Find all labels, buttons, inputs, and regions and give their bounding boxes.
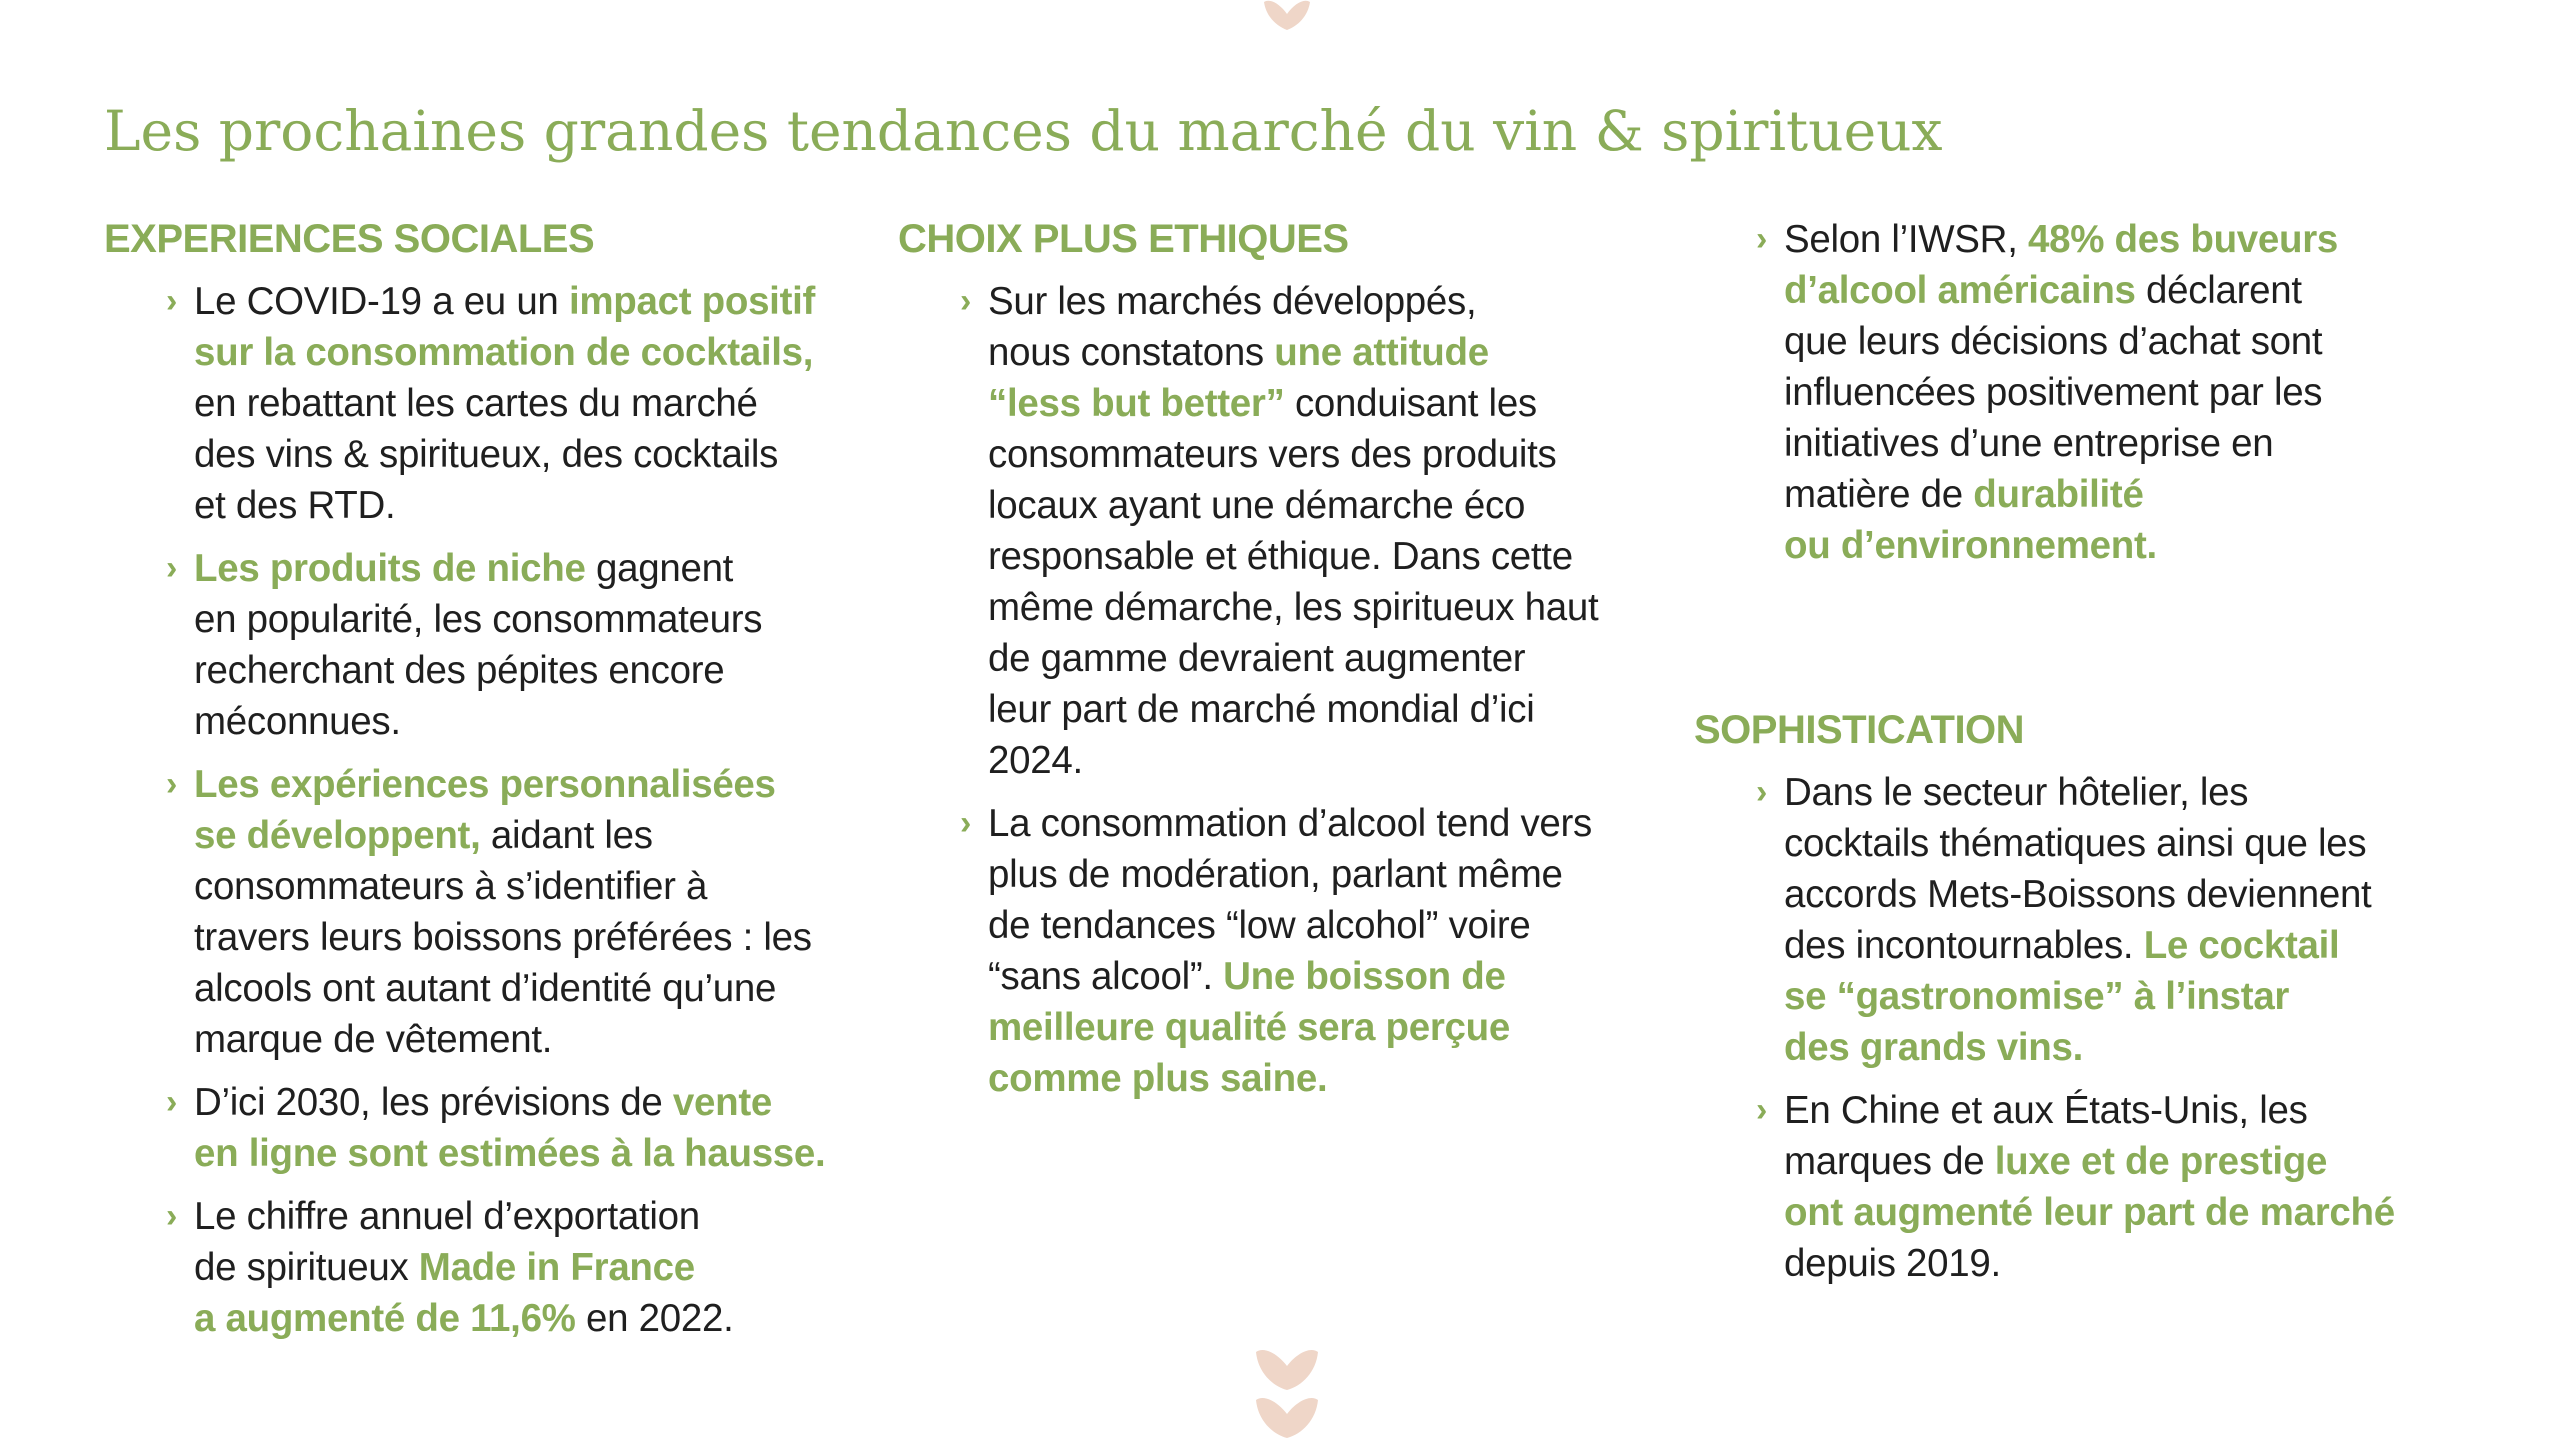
bullet-text: même démarche, les spiritueux haut: [988, 586, 1599, 629]
bullet-text: en popularité, les consommateurs: [194, 598, 763, 641]
bullet-text: En Chine et aux États-Unis, les: [1784, 1089, 2308, 1132]
section-heading-sophistication: SOPHISTICATION: [1694, 708, 2025, 752]
bullet-list: [104, 276, 904, 1344]
bullet-text: marques de: [1784, 1140, 1995, 1183]
bullet-text: cocktails thématiques ainsi que les: [1784, 822, 2367, 865]
bullet-highlight: se “gastronomise” à l’instar: [1784, 975, 2290, 1018]
bullet-text: en 2022.: [575, 1297, 734, 1340]
bullet-highlight: luxe et de prestige: [1994, 1140, 2328, 1183]
bullet-highlight: se développent,: [194, 814, 481, 857]
bullet-text: des vins & spiritueux, des cocktails: [194, 433, 779, 476]
bullet-text: de spiritueux: [194, 1246, 419, 1289]
bullet-item-covid: [104, 276, 904, 531]
bullet-item-iwsr: [1694, 214, 2514, 571]
bullet-text: consommateurs à s’identifier à: [194, 865, 708, 908]
bullet-chevron-icon: ›: [1756, 1091, 1768, 1129]
bullet-item-luxe-prestige: [1694, 1085, 2514, 1289]
bullet-highlight: ont augmenté leur part de marché: [1784, 1191, 2395, 1234]
bullet-text: Le chiffre annuel d’exportation: [194, 1195, 700, 1238]
bullet-text: 2024.: [988, 739, 1083, 782]
top-leaf-ornament-icon: [1262, 0, 1312, 32]
bullet-list: [1694, 214, 2514, 571]
bullet-highlight: une attitude: [1274, 331, 1489, 374]
bullet-text: initiatives d’une entreprise en: [1784, 422, 2274, 465]
bullet-chevron-icon: ›: [166, 282, 178, 320]
bullet-text: accords Mets-Boissons deviennent: [1784, 873, 2372, 916]
bullet-text: alcools ont autant d’identité qu’une: [194, 967, 777, 1010]
bullet-list: [1694, 767, 2514, 1289]
bullet-text: en rebattant les cartes du marché: [194, 382, 758, 425]
bullet-chevron-icon: ›: [1756, 220, 1768, 258]
bullet-highlight: durabilité: [1973, 473, 2144, 516]
bullet-text: aidant les: [480, 814, 653, 857]
bullet-highlight: en ligne sont estimées à la hausse.: [194, 1132, 826, 1175]
bullet-text: marque de vêtement.: [194, 1018, 553, 1061]
bullet-text: La consommation d’alcool tend vers: [988, 802, 1592, 845]
bullet-highlight: d’alcool américains: [1784, 269, 2136, 312]
bullet-text: méconnues.: [194, 700, 401, 743]
bullet-item-moderation: [898, 798, 1698, 1104]
bullet-list: [898, 276, 1698, 1104]
column-choix-plus-ethiques: [898, 214, 1698, 1116]
bullet-highlight: vente: [672, 1081, 772, 1124]
bottom-leaf-ornament-icon: [1254, 1348, 1320, 1440]
bullet-highlight: Une boisson de: [1223, 955, 1506, 998]
bullet-highlight: impact positif: [568, 280, 816, 323]
bullet-text: de gamme devraient augmenter: [988, 637, 1526, 680]
bullet-text: “sans alcool”.: [988, 955, 1224, 998]
bullet-text: travers leurs boissons préférées : les: [194, 916, 812, 959]
bullet-text: consommateurs vers des produits: [988, 433, 1557, 476]
section-heading-experiences-sociales: EXPERIENCES SOCIALES: [104, 217, 595, 261]
bullet-highlight: sur la consommation de cocktails,: [194, 331, 814, 374]
bullet-item-less-but-better: [898, 276, 1698, 786]
bullet-chevron-icon: ›: [166, 1083, 178, 1121]
bullet-text: déclarent: [2135, 269, 2302, 312]
bullet-text: Le COVID-19 a eu un: [194, 280, 569, 323]
page-title: Les prochaines grandes tendances du marché du vin & spiritueux: [104, 99, 1943, 163]
bullet-text: de tendances “low alcohol” voire: [988, 904, 1531, 947]
column-experiences-sociales: [104, 214, 904, 1356]
bullet-text: que leurs décisions d’achat sont: [1784, 320, 2323, 363]
bullet-chevron-icon: ›: [166, 765, 178, 803]
bullet-text: conduisant les: [1284, 382, 1537, 425]
bullet-highlight: Made in France: [418, 1246, 695, 1289]
bullet-chevron-icon: ›: [1756, 773, 1768, 811]
bullet-text: Selon l’IWSR,: [1784, 218, 2028, 261]
bullet-text: matière de: [1784, 473, 1974, 516]
bullet-text: depuis 2019.: [1784, 1242, 2001, 1285]
bullet-item-experiences-personnalisees: [104, 759, 904, 1065]
bullet-text: plus de modération, parlant même: [988, 853, 1563, 896]
bullet-text: gagnent: [585, 547, 734, 590]
bullet-text: leur part de marché mondial d’ici: [988, 688, 1535, 731]
bullet-text: et des RTD.: [194, 484, 396, 527]
bullet-text: responsable et éthique. Dans cette: [988, 535, 1573, 578]
bullet-highlight: des grands vins.: [1784, 1026, 2084, 1069]
bullet-text: des incontournables.: [1784, 924, 2144, 967]
bullet-chevron-icon: ›: [960, 282, 972, 320]
bullet-highlight: meilleure qualité sera perçue: [988, 1006, 1510, 1049]
bullet-text: D’ici 2030, les prévisions de: [194, 1081, 673, 1124]
bullet-chevron-icon: ›: [166, 1197, 178, 1235]
bullet-highlight: Les produits de niche: [194, 547, 586, 590]
bullet-item-vente-en-ligne: [104, 1077, 904, 1179]
bullet-text: influencées positivement par les: [1784, 371, 2323, 414]
bullet-item-export-spiritueux: [104, 1191, 904, 1344]
bullet-highlight: comme plus saine.: [988, 1057, 1328, 1100]
bullet-highlight: ou d’environnement.: [1784, 524, 2157, 567]
column-sophistication: [1694, 214, 2514, 1301]
bullet-highlight: a augmenté de 11,6%: [194, 1297, 576, 1340]
bullet-highlight: Le cocktail: [2143, 924, 2340, 967]
bullet-text: Dans le secteur hôtelier, les: [1784, 771, 2249, 814]
bullet-item-produits-niche: [104, 543, 904, 747]
bullet-highlight: Les expériences personnalisées: [194, 763, 776, 806]
bullet-highlight: 48% des buveurs: [2027, 218, 2339, 261]
bullet-highlight: “less but better”: [988, 382, 1285, 425]
bullet-text: nous constatons: [988, 331, 1275, 374]
bullet-chevron-icon: ›: [960, 804, 972, 842]
bullet-text: locaux ayant une démarche éco: [988, 484, 1526, 527]
bullet-text: recherchant des pépites encore: [194, 649, 725, 692]
bullet-item-cocktails-thematiques: [1694, 767, 2514, 1073]
section-heading-choix-plus-ethiques: CHOIX PLUS ETHIQUES: [898, 217, 1349, 261]
bullet-chevron-icon: ›: [166, 549, 178, 587]
bullet-text: Sur les marchés développés,: [988, 280, 1477, 323]
